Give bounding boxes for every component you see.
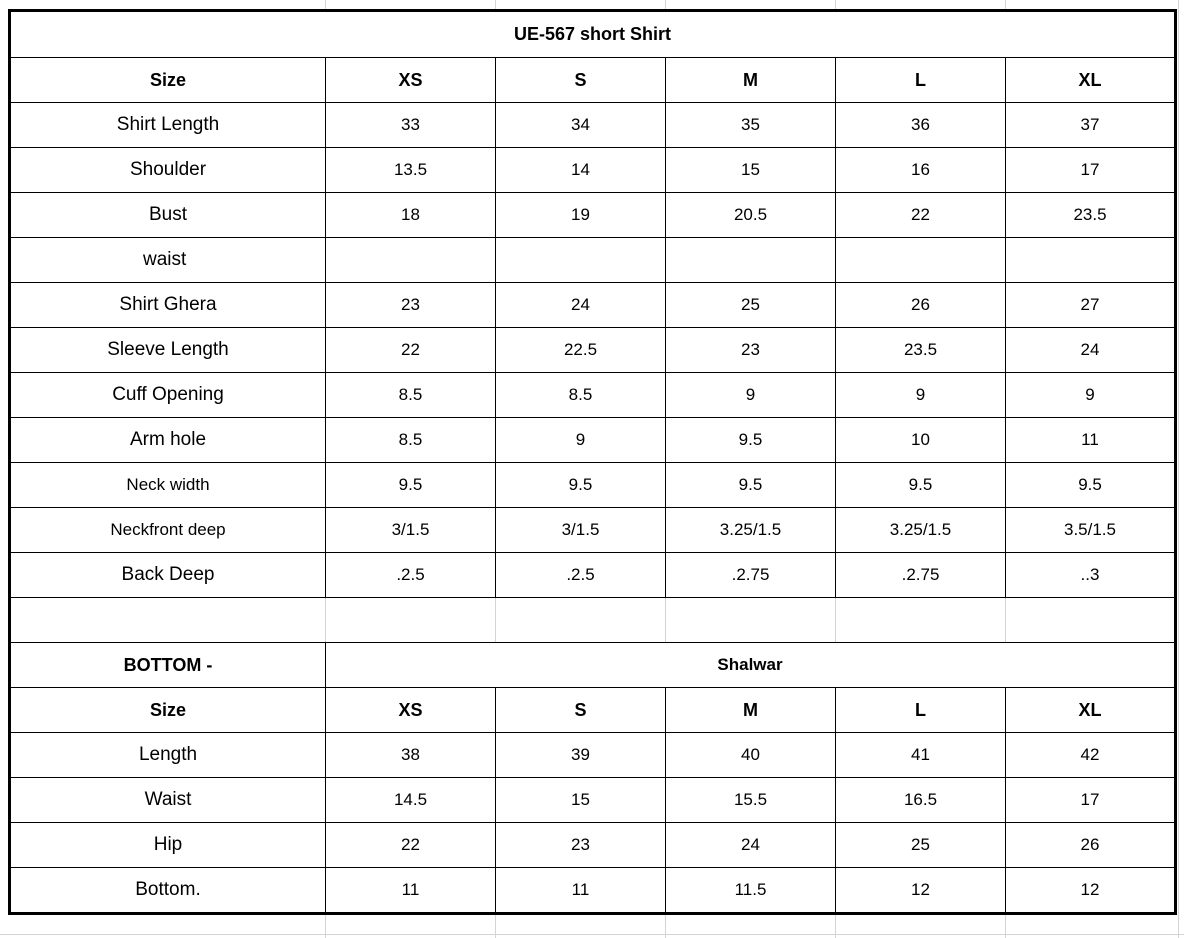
table-row [10, 868, 1176, 914]
cell[interactable] [326, 238, 496, 283]
table-row [10, 733, 1176, 778]
cell[interactable] [1006, 238, 1176, 283]
cell[interactable] [836, 238, 1006, 283]
cell[interactable]: 37 [1006, 103, 1176, 148]
cell[interactable]: 22.5 [496, 328, 666, 373]
empty-cell[interactable] [10, 598, 326, 643]
row-label-shirt-ghera[interactable]: Shirt Ghera [10, 283, 326, 328]
cell[interactable]: 15 [666, 148, 836, 193]
cell[interactable]: 33 [326, 103, 496, 148]
cell[interactable]: 39 [496, 733, 666, 778]
cell[interactable]: 9.5 [666, 463, 836, 508]
title-row [10, 11, 1176, 58]
cell[interactable]: 24 [666, 823, 836, 868]
cell[interactable]: ..3 [1006, 553, 1176, 598]
row-label-bust[interactable]: Bust [10, 193, 326, 238]
row-label-neckfront-deep[interactable]: Neckfront deep [10, 508, 326, 553]
bottom-header-row [10, 688, 1176, 733]
cell[interactable]: 15 [496, 778, 666, 823]
shirt-header-row [10, 58, 1176, 103]
empty-cell[interactable] [836, 598, 1006, 643]
cell[interactable]: 9 [666, 373, 836, 418]
table-row [10, 148, 1176, 193]
cell[interactable]: 26 [836, 283, 1006, 328]
table-row [10, 823, 1176, 868]
header-cell-s[interactable]: S [496, 58, 666, 103]
cell[interactable]: 3.25/1.5 [836, 508, 1006, 553]
cell[interactable]: 17 [1006, 778, 1176, 823]
table-row [10, 553, 1176, 598]
cell[interactable]: 19 [496, 193, 666, 238]
row-label-length[interactable]: Length [10, 733, 326, 778]
cell[interactable]: .2.75 [836, 553, 1006, 598]
cell[interactable]: 38 [326, 733, 496, 778]
cell[interactable]: 8.5 [326, 373, 496, 418]
row-label-shoulder[interactable]: Shoulder [10, 148, 326, 193]
row-label-bottom[interactable]: Bottom. [10, 868, 326, 914]
row-label-arm-hole[interactable]: Arm hole [10, 418, 326, 463]
header-cell-s[interactable]: S [496, 688, 666, 733]
cell[interactable]: 9 [496, 418, 666, 463]
row-label-waist[interactable]: Waist [10, 778, 326, 823]
cell[interactable]: 3.5/1.5 [1006, 508, 1176, 553]
table-row [10, 463, 1176, 508]
cell[interactable]: 11 [496, 868, 666, 914]
cell[interactable]: 22 [326, 823, 496, 868]
cell[interactable]: 40 [666, 733, 836, 778]
cell[interactable]: 25 [666, 283, 836, 328]
row-label-shirt-length[interactable]: Shirt Length [10, 103, 326, 148]
cell[interactable]: 23 [496, 823, 666, 868]
cell[interactable]: 3.25/1.5 [666, 508, 836, 553]
cell[interactable]: 24 [1006, 328, 1176, 373]
cell[interactable]: 23 [666, 328, 836, 373]
cell[interactable]: 15.5 [666, 778, 836, 823]
cell[interactable]: 14 [496, 148, 666, 193]
cell[interactable]: 24 [496, 283, 666, 328]
table-row [10, 508, 1176, 553]
empty-cell[interactable] [1006, 598, 1176, 643]
empty-cell[interactable] [326, 598, 496, 643]
cell[interactable]: 11 [1006, 418, 1176, 463]
header-cell-xl[interactable]: XL [1006, 58, 1176, 103]
header-cell-xs[interactable]: XS [326, 688, 496, 733]
header-cell-m[interactable]: M [666, 58, 836, 103]
cell[interactable]: 9.5 [1006, 463, 1176, 508]
cell[interactable]: 23.5 [836, 328, 1006, 373]
chart-title[interactable]: UE-567 short Shirt [10, 11, 1176, 58]
cell[interactable]: 22 [836, 193, 1006, 238]
cell[interactable]: 17 [1006, 148, 1176, 193]
cell[interactable]: 34 [496, 103, 666, 148]
row-label-sleeve-length[interactable]: Sleeve Length [10, 328, 326, 373]
cell[interactable]: 13.5 [326, 148, 496, 193]
cell[interactable] [666, 238, 836, 283]
cell[interactable]: 11.5 [666, 868, 836, 914]
table-row [10, 238, 1176, 283]
cell[interactable]: 11 [326, 868, 496, 914]
bottom-section-row [10, 643, 1176, 688]
cell[interactable]: 41 [836, 733, 1006, 778]
cell[interactable]: 23 [326, 283, 496, 328]
table-row [10, 103, 1176, 148]
row-label-back-deep[interactable]: Back Deep [10, 553, 326, 598]
cell[interactable]: 8.5 [326, 418, 496, 463]
table-row [10, 283, 1176, 328]
header-cell-m[interactable]: M [666, 688, 836, 733]
cell[interactable]: 9 [1006, 373, 1176, 418]
cell[interactable]: 8.5 [496, 373, 666, 418]
bottom-section-label[interactable]: BOTTOM - [10, 643, 326, 688]
cell[interactable]: 16.5 [836, 778, 1006, 823]
table-row [10, 328, 1176, 373]
size-chart-table [8, 9, 1177, 915]
cell[interactable]: 3/1.5 [496, 508, 666, 553]
cell[interactable]: 12 [836, 868, 1006, 914]
empty-cell[interactable] [666, 598, 836, 643]
cell[interactable]: 10 [836, 418, 1006, 463]
cell[interactable]: 23.5 [1006, 193, 1176, 238]
cell[interactable]: 22 [326, 328, 496, 373]
table-row [10, 373, 1176, 418]
cell[interactable]: 14.5 [326, 778, 496, 823]
table-row [10, 193, 1176, 238]
row-label-neck-width[interactable]: Neck width [10, 463, 326, 508]
header-cell-l[interactable]: L [836, 688, 1006, 733]
cell[interactable]: 36 [836, 103, 1006, 148]
cell[interactable]: 3/1.5 [326, 508, 496, 553]
cell[interactable]: 9.5 [496, 463, 666, 508]
cell[interactable]: 9.5 [666, 418, 836, 463]
cell[interactable]: 42 [1006, 733, 1176, 778]
row-label-hip[interactable]: Hip [10, 823, 326, 868]
cell[interactable] [496, 238, 666, 283]
cell[interactable]: 27 [1006, 283, 1176, 328]
cell[interactable]: 12 [1006, 868, 1176, 914]
row-label-cuff-opening[interactable]: Cuff Opening [10, 373, 326, 418]
header-cell-xl[interactable]: XL [1006, 688, 1176, 733]
cell[interactable]: 16 [836, 148, 1006, 193]
cell[interactable]: 9.5 [836, 463, 1006, 508]
header-cell-xs[interactable]: XS [326, 58, 496, 103]
cell[interactable]: .2.5 [326, 553, 496, 598]
header-cell-size[interactable]: Size [10, 58, 326, 103]
cell[interactable]: .2.5 [496, 553, 666, 598]
cell[interactable]: 20.5 [666, 193, 836, 238]
cell[interactable]: 18 [326, 193, 496, 238]
table-row [10, 418, 1176, 463]
empty-spacer-row [10, 598, 1176, 643]
row-label-waist[interactable]: waist [10, 238, 326, 283]
header-cell-l[interactable]: L [836, 58, 1006, 103]
bottom-type-label[interactable]: Shalwar [326, 643, 1176, 688]
cell[interactable]: 9 [836, 373, 1006, 418]
header-cell-size[interactable]: Size [10, 688, 326, 733]
cell[interactable]: 26 [1006, 823, 1176, 868]
empty-cell[interactable] [496, 598, 666, 643]
cell[interactable]: 25 [836, 823, 1006, 868]
cell[interactable]: 9.5 [326, 463, 496, 508]
cell[interactable]: .2.75 [666, 553, 836, 598]
table-row [10, 778, 1176, 823]
cell[interactable]: 35 [666, 103, 836, 148]
